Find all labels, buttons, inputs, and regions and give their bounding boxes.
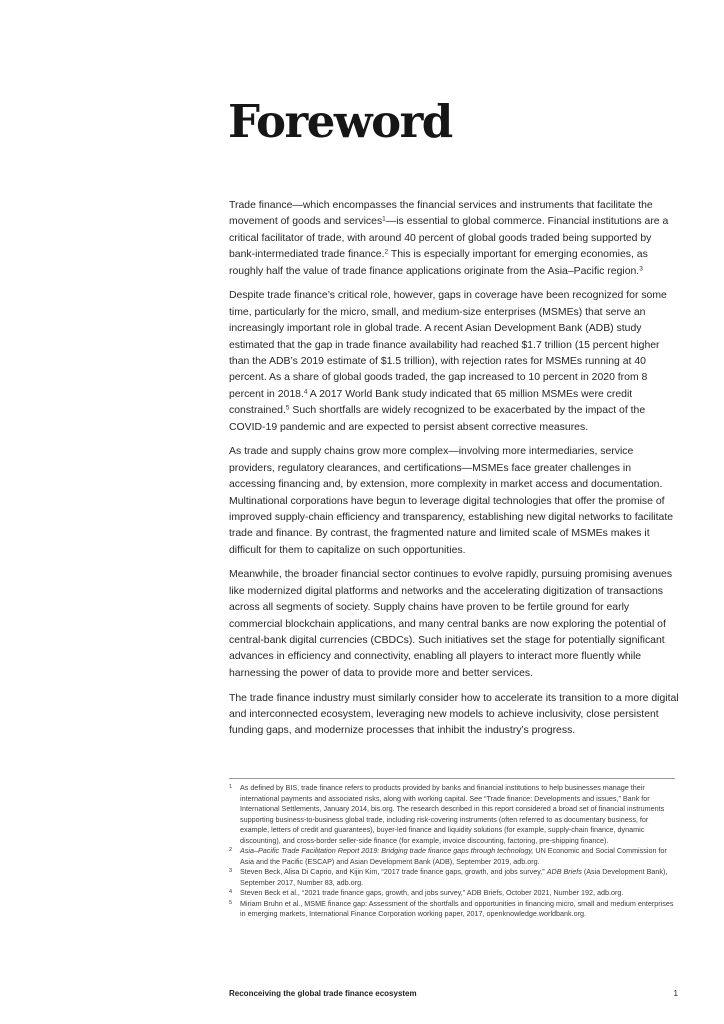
footnote-ref-5: 5 bbox=[285, 404, 290, 412]
footnote-ref-3: 3 bbox=[639, 265, 643, 273]
footnote-5: 5 Miriam Bruhn et al., MSME finance gap: Assessment of the shortfalls and opportunities in financing micro, small and medium enterprises in emerging markets, International Finance Corporation working paper, 2017, openknowledge.worldbank.org. bbox=[229, 898, 674, 918]
footnote-ref-4: 4 bbox=[303, 388, 308, 396]
paragraph-1: Trade finance—which encompasses the financial services and instruments that facilitate the movement of goods and services$^1$—is essential to global commerce. Financial institutions are a critical facilitator of trade, with around 40 percent of global goods traded being supported by bank-intermediated trade finance.$^2$ This is especially important for emerging economies, as roughly half the value of trade finance applications originate from the Asia–Pacific region.$^3$ bbox=[229, 200, 669, 277]
page-number: 1 bbox=[673, 989, 678, 998]
footnote-ref-1: 1 bbox=[382, 215, 386, 223]
footnotes bbox=[229, 783, 675, 920]
footnote-divider bbox=[229, 778, 675, 779]
page-title: Foreword bbox=[228, 95, 452, 148]
paragraph-4: Meanwhile, the broader financial sector continues to evolve rapidly, pursuing promising avenues like modernized digital platforms and networks and the accelerating digitization of transactions across all segments of society. Supply chains have proven to be fertile ground for early commercial blockchain applications, and many central banks are now exploring the potential of central-bank digital currencies (CBDCs). Such initiatives set the stage for potentially significant advances in efficiency and connectivity, enabling all players to interact more fluently while harnessing the power of data to provide more and better services. bbox=[229, 569, 673, 679]
footnote-1: 1 As defined by BIS, trade finance refers to products provided by banks and financial institutions to help businesses manage their international payments and associated risks, along with working capital. See “Trade finance: Developments and issues,” Bank for International Settlements, January 2014, bis.org. The research described in this report considered a broad set of financial instruments supporting business-to-business global trade, including risk-covering instruments (often referred to as documentary business, for example, letters of credit and guarantees), buyer-led finance and liquidity solutions (for example, supply-chain finance, dynamic discounting), and cross-border seller-side finance (for example, invoice discounting, factoring, pre-shipping finance). bbox=[229, 783, 665, 845]
paragraph-3: As trade and supply chains grow more complex—involving more intermediaries, service providers, regulatory clearances, and certifications—MSMEs face greater challenges in accessing financing and, by extension, more complexity in market access and documentation. Multinational corporations have begun to leverage digital technologies that offer the promise of improved supply-chain efficiency and transparency, establishing new digital networks to facilitate trade and finance. By contrast, the fragmented nature and limited scale of MSMEs makes it difficult for them to capitalize on such opportunities. bbox=[229, 446, 674, 556]
running-footer-title: Reconceiving the global trade finance ecosystem bbox=[229, 989, 417, 998]
footnote-4: 4 Steven Beck et al., “2021 trade finance gaps, growth, and jobs survey,” ADB Briefs, October 2021, Number 192, adb.org. bbox=[229, 888, 624, 897]
footnote-3: 3 Steven Beck, Alisa Di Caprio, and Kijin Kim, “2017 trade finance gaps, growth, and jobs survey,” ADB Briefs (Asia Development Bank), September 2017, Number 83, adb.org. bbox=[229, 867, 668, 887]
body-text bbox=[229, 198, 679, 748]
paragraph-2: Despite trade finance’s critical role, however, gaps in coverage have been recognized for some time, particularly for the micro, small, and medium-size enterprises (MSMEs) that serve an increasingly important role in global trade. A recent Asian Development Bank (ADB) study estimated that the gap in trade finance availability had reached $1.7 trillion (15 percent higher than the ADB’s 2019 estimate of $1.5 trillion), with rejection rates for MSMEs running at 40 percent. As a share of global goods traded, the gap increased to 10 percent in 2020 from 8 percent in 2018.$^4$ A 2017 World Bank study indicated that 65 million MSMEs were credit constrained.$^5$ Such shortfalls are widely recognized to be exacerbated by the impact of the COVID-19 pandemic and are expected to persist absent corrective measures. bbox=[229, 290, 667, 433]
paragraph-5: The trade finance industry must similarly consider how to accelerate its transition to a more digital and interconnected ecosystem, leveraging new models to achieve inclusivity, close persistent funding gaps, and modernize processes that inhibit the industry’s progress. bbox=[229, 692, 679, 737]
footnote-2: 2 Asia–Pacific Trade Facilitation Report 2019: Bridging trade finance gaps through technology, UN Economic and Social Commission for Asia and the Pacific (ESCAP) and Asian Development Bank (ADB), September 2019, adb.org. bbox=[229, 846, 667, 866]
footnote-ref-2: 2 bbox=[384, 248, 389, 256]
